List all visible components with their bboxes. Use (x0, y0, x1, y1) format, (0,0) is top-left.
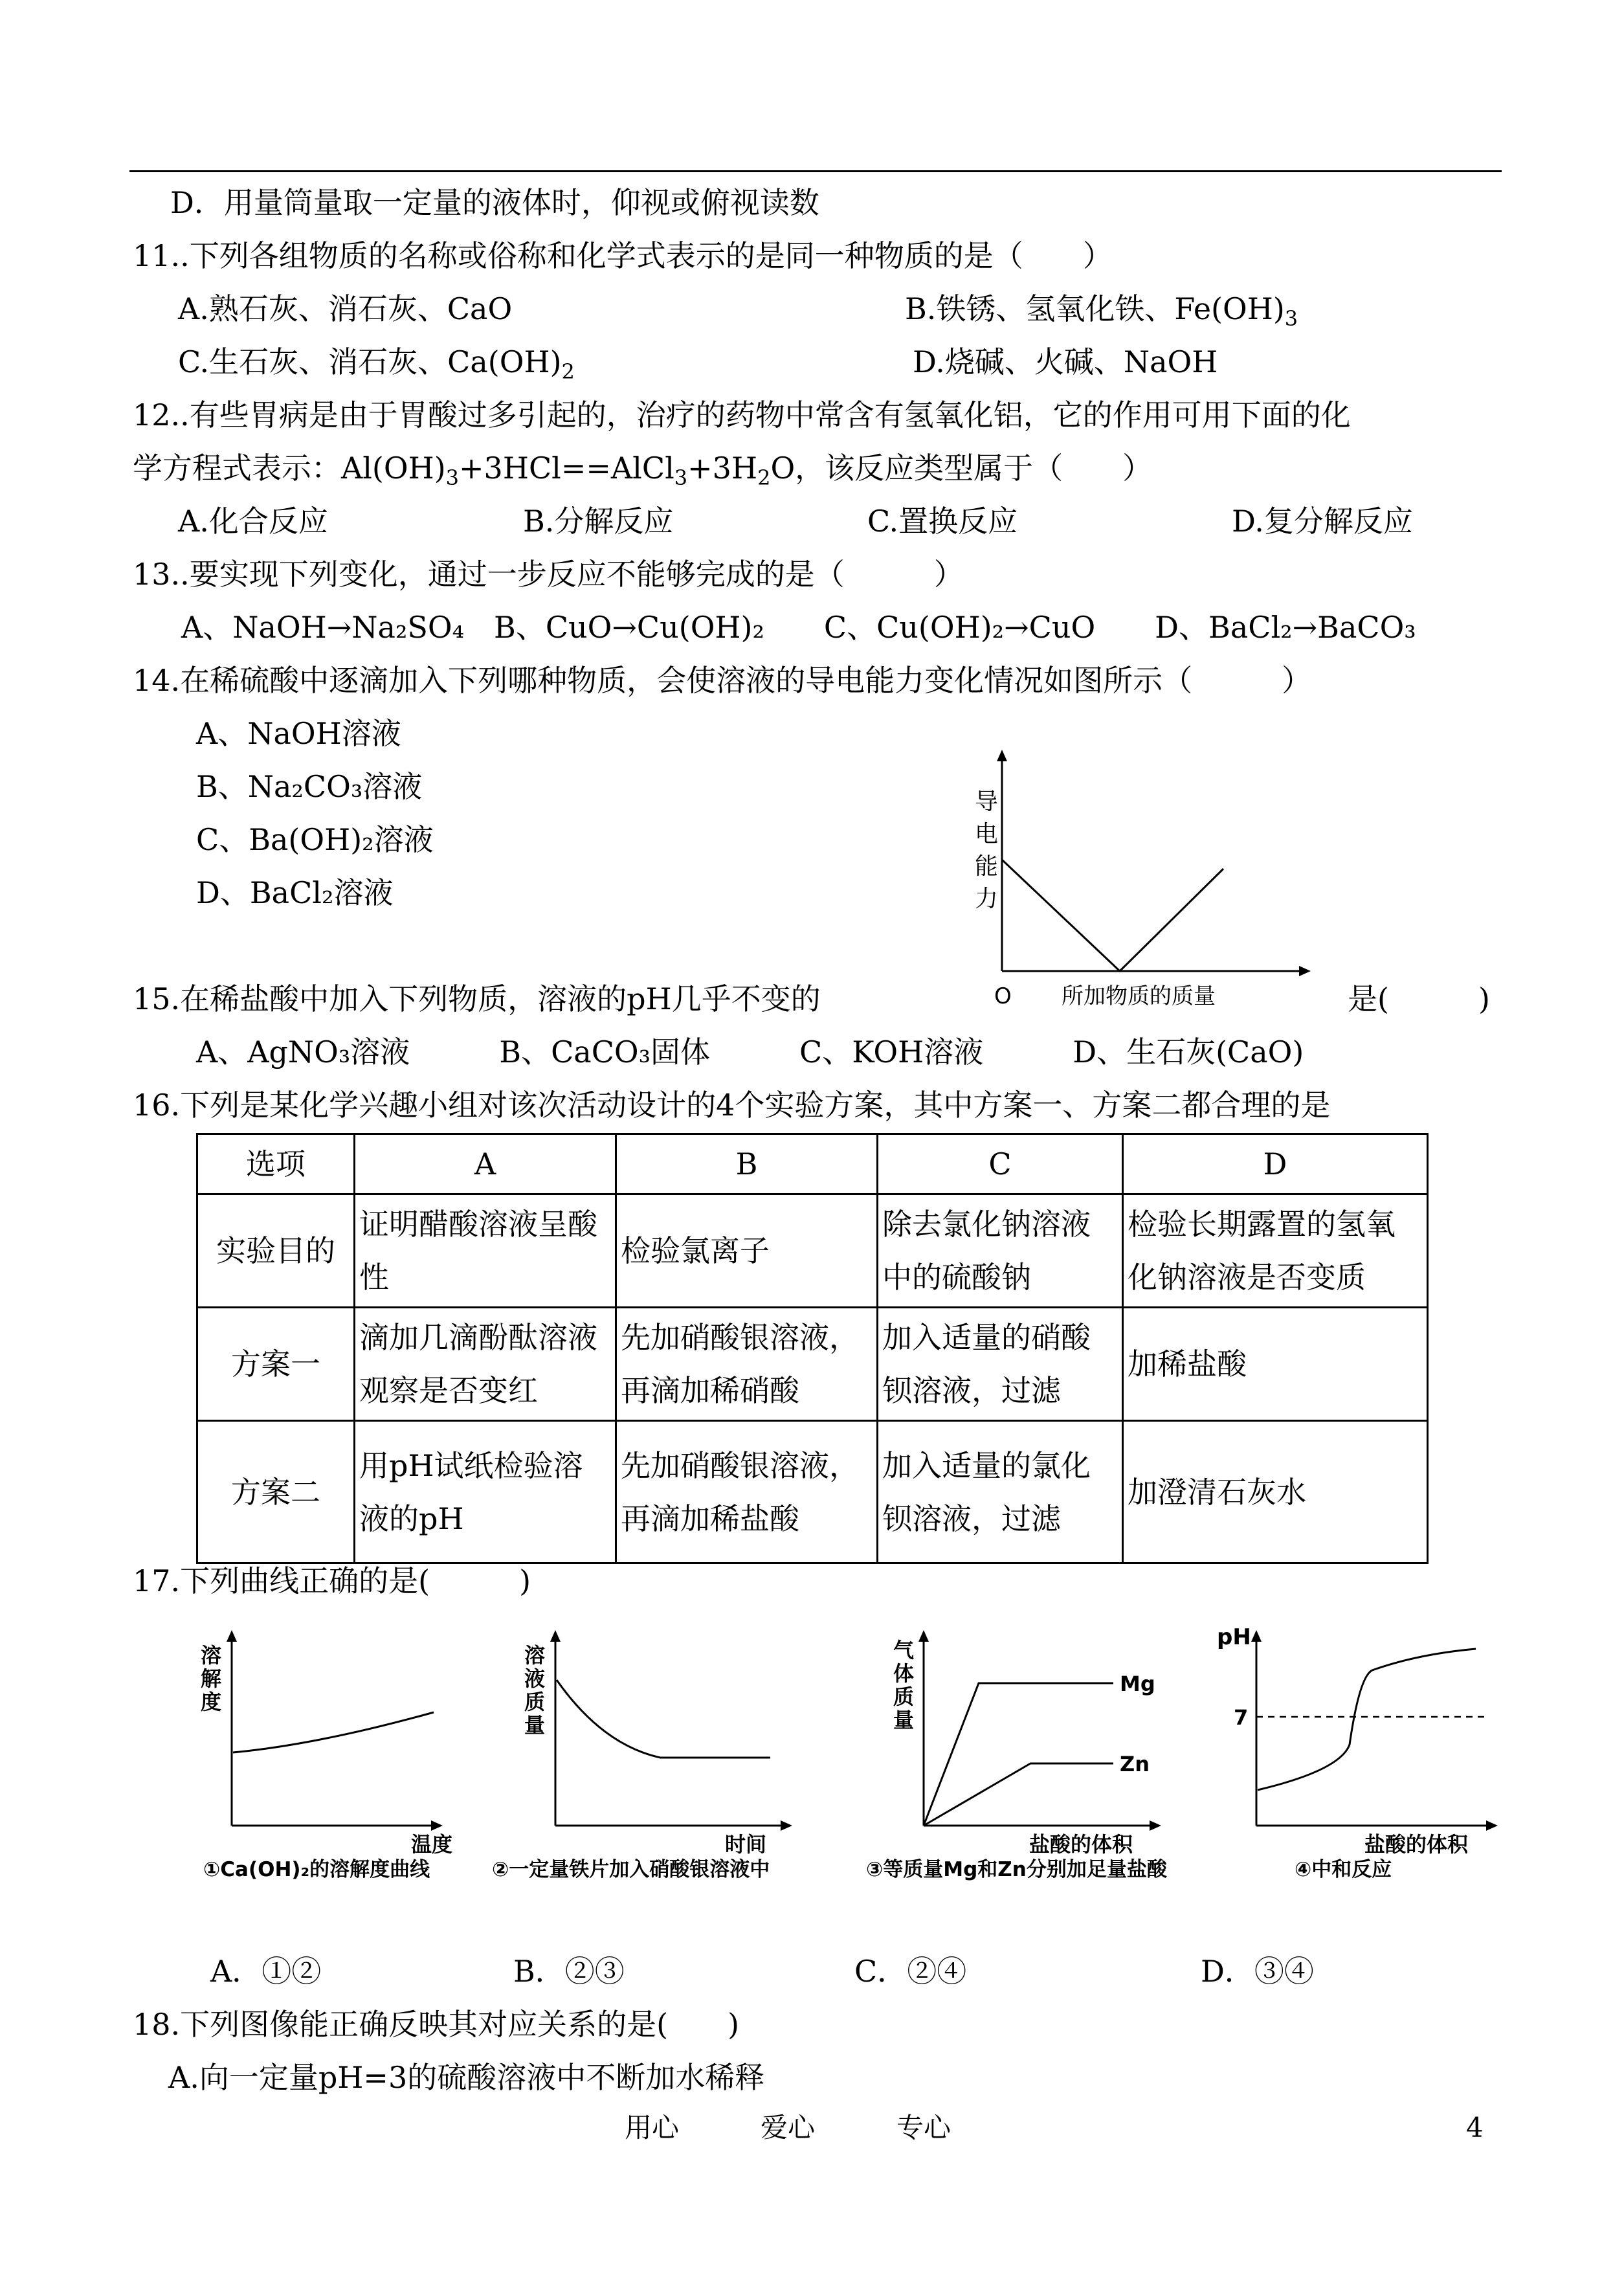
x-axis-arrow (781, 1820, 792, 1831)
table-cell: 加入适量的氯化钡溶液，过滤 (878, 1421, 1123, 1563)
y-label-char-1: 导 (975, 789, 999, 815)
x-axis-label: 盐酸的体积 (1029, 1832, 1133, 1857)
y-label-char-2: 体 (893, 1661, 915, 1686)
y-label-char-3: 质 (524, 1690, 546, 1714)
table-cell: 先加硝酸银溶液，再滴加稀硝酸 (616, 1308, 878, 1421)
table-cell: 加入适量的硝酸钡溶液，过滤 (878, 1308, 1123, 1421)
q17-option-a: A．①② (210, 1954, 322, 1989)
q14-stem: 14.在稀硫酸中逐滴加入下列哪种物质，会使溶液的导电能力变化情况如图所示（ ） (133, 663, 1312, 698)
y-axis-arrow (550, 1630, 561, 1642)
q12-option-b: B.分解反应 (523, 504, 674, 539)
table-cell: 先加硝酸银溶液，再滴加稀盐酸 (616, 1421, 878, 1563)
q17-graph-1 (201, 1630, 452, 1881)
footer-motto: 用心 爱心 专心 (625, 2112, 951, 2143)
q11-option-c: C.生石灰、消石灰、$Ca(OH)_2$ (178, 344, 575, 384)
y-label-char-1: 溶 (524, 1643, 546, 1668)
q17-option-b: B．②③ (513, 1954, 625, 1989)
solubility-curve (233, 1712, 434, 1752)
table-cell: 证明醋酸溶液呈酸性 (355, 1194, 616, 1308)
y-axis-arrow (997, 750, 1007, 761)
ph-7-label: 7 (1234, 1705, 1249, 1730)
q11-option-d: D.烧碱、火碱、NaOH (913, 344, 1218, 379)
q12-stem-line2: 学方程式表示：$Al(OH)_3+3HCl==AlCl_3+3H_2O$，该反应类型属于（ ） (133, 451, 1153, 490)
solution-mass-curve (557, 1680, 770, 1758)
x-axis-label: 所加物质的质量 (1062, 983, 1216, 1009)
y-label-char-1: 气 (893, 1638, 915, 1662)
y-label-char-3: 度 (201, 1690, 222, 1714)
q15-stem: 15.在稀盐酸中加入下列物质，溶液的pH几乎不变的 (133, 981, 821, 1016)
x-axis-label: 温度 (411, 1832, 453, 1857)
table-row (197, 1308, 1428, 1421)
mg-curve (924, 1683, 1113, 1826)
table-row-label: 方案二 (197, 1421, 355, 1563)
q12-option-c: C.置换反应 (867, 504, 1018, 539)
y-axis-arrow (227, 1630, 237, 1642)
q12-stem-line1: 12..有些胃病是由于胃酸过多引起的，治疗的药物中常含有氢氧化铝，它的作用可用下面的化 (133, 397, 1351, 432)
y-axis-arrow (918, 1630, 929, 1642)
table-header-cell: 选项 (197, 1134, 355, 1194)
conductivity-curve (1002, 860, 1223, 971)
ph-curve (1258, 1649, 1476, 1790)
graph-caption: ④中和反应 (1295, 1858, 1392, 1881)
q11-stem: 11..下列各组物质的名称或俗称和化学式表示的是同一种物质的是（ ） (133, 238, 1113, 273)
table-header-cell: C (878, 1134, 1123, 1194)
table-cell: 用pH试纸检验溶液的pH (355, 1421, 616, 1563)
q17-graph-3 (866, 1630, 1168, 1881)
q17-graph-2 (492, 1630, 792, 1881)
q18-stem: 18.下列图像能正确反映其对应关系的是( ) (133, 2007, 740, 2042)
y-axis-arrow (1251, 1630, 1262, 1642)
table-row (197, 1194, 1428, 1308)
table-header-cell: B (616, 1134, 878, 1194)
graph-caption: ③等质量Mg和Zn分别加足量盐酸 (866, 1858, 1167, 1881)
y-label-char-4: 量 (893, 1708, 915, 1732)
y-label-char-3: 能 (975, 853, 999, 880)
table-row-label: 实验目的 (197, 1194, 355, 1308)
table-cell: 检验长期露置的氢氧化钠溶液是否变质 (1123, 1194, 1428, 1308)
table-row (197, 1421, 1428, 1563)
q17-graphs (188, 1618, 1515, 1890)
y-label-char-4: 量 (524, 1713, 546, 1738)
table-header-cell: A (355, 1134, 616, 1194)
x-axis-arrow (1150, 1820, 1161, 1831)
q17-option-c: C．②④ (854, 1954, 967, 1989)
x-axis-label: 盐酸的体积 (1364, 1832, 1469, 1857)
table-cell: 加澄清石灰水 (1123, 1421, 1428, 1563)
q14-option-a: A、NaOH溶液 (196, 716, 401, 751)
q12-option-d: D.复分解反应 (1232, 504, 1413, 539)
q14-option-d: D、BaCl₂溶液 (196, 875, 394, 910)
q16-experiment-table (196, 1133, 1429, 1564)
q11-option-b: B.铁锈、氢氧化铁、$Fe(OH)_3$ (905, 291, 1298, 331)
q14-option-c: C、Ba(OH)₂溶液 (196, 822, 434, 857)
graph-caption: ②一定量铁片加入硝酸银溶液中 (492, 1858, 770, 1881)
q14-conductivity-graph (958, 744, 1320, 1023)
table-header-cell: D (1123, 1134, 1428, 1194)
header-rule (129, 170, 1502, 172)
q15-options: A、AgNO₃溶液 B、CaCO₃固体 C、KOH溶液 D、生石灰(CaO) (196, 1035, 1304, 1069)
q17-graph-4 (1217, 1624, 1498, 1881)
graph-caption: ①Ca(OH)₂的溶解度曲线 (203, 1858, 430, 1881)
zn-curve (924, 1763, 1113, 1826)
q17-stem: 17.下列曲线正确的是( ) (133, 1563, 531, 1598)
q10-option-d: D．用量筒量取一定量的液体时，仰视或俯视读数 (170, 185, 819, 220)
y-label-char-2: 液 (524, 1666, 546, 1691)
x-axis-arrow (1299, 966, 1311, 976)
q15-stem-tail: 是( ) (1348, 981, 1490, 1016)
table-cell: 滴加几滴酚酞溶液观察是否变红 (355, 1308, 616, 1421)
y-label-char-2: 电 (975, 821, 999, 847)
x-axis-arrow (1486, 1820, 1498, 1831)
x-axis-label: 时间 (725, 1832, 767, 1857)
q16-stem: 16.下列是某化学兴趣小组对该次活动设计的4个实验方案，其中方案一、方案二都合理的是 (133, 1088, 1331, 1123)
q13-options: A、NaOH→Na₂SO₄ B、CuO→Cu(OH)₂ C、Cu(OH)₂→CuO D、BaCl₂→BaCO₃ (181, 610, 1416, 645)
q14-option-b: B、Na₂CO₃溶液 (196, 769, 423, 804)
zn-label: Zn (1120, 1752, 1150, 1776)
page-number: 4 (1466, 2112, 1484, 2143)
table-cell: 除去氯化钠溶液中的硫酸钠 (878, 1194, 1123, 1308)
y-label-char-3: 质 (893, 1684, 915, 1709)
y-label-char-2: 解 (201, 1666, 222, 1691)
table-cell: 检验氯离子 (616, 1194, 878, 1308)
q11-option-a: A.熟石灰、消石灰、CaO (178, 291, 513, 326)
q13-stem: 13..要实现下列变化，通过一步反应不能够完成的是（ ） (133, 557, 964, 592)
origin-label: O (994, 983, 1012, 1009)
q12-option-a: A.化合反应 (178, 504, 328, 539)
table-header-row (197, 1134, 1428, 1194)
table-row-label: 方案一 (197, 1308, 355, 1421)
y-axis-label: pH (1217, 1624, 1251, 1650)
y-label-char-1: 溶 (201, 1643, 222, 1668)
q18-option-a: A.向一定量pH=3的硫酸溶液中不断加水稀释 (168, 2060, 765, 2095)
mg-label: Mg (1120, 1672, 1155, 1696)
x-axis-arrow (431, 1820, 443, 1831)
y-label-char-4: 力 (975, 886, 999, 912)
q17-option-d: D．③④ (1201, 1954, 1314, 1989)
table-cell: 加稀盐酸 (1123, 1308, 1428, 1421)
